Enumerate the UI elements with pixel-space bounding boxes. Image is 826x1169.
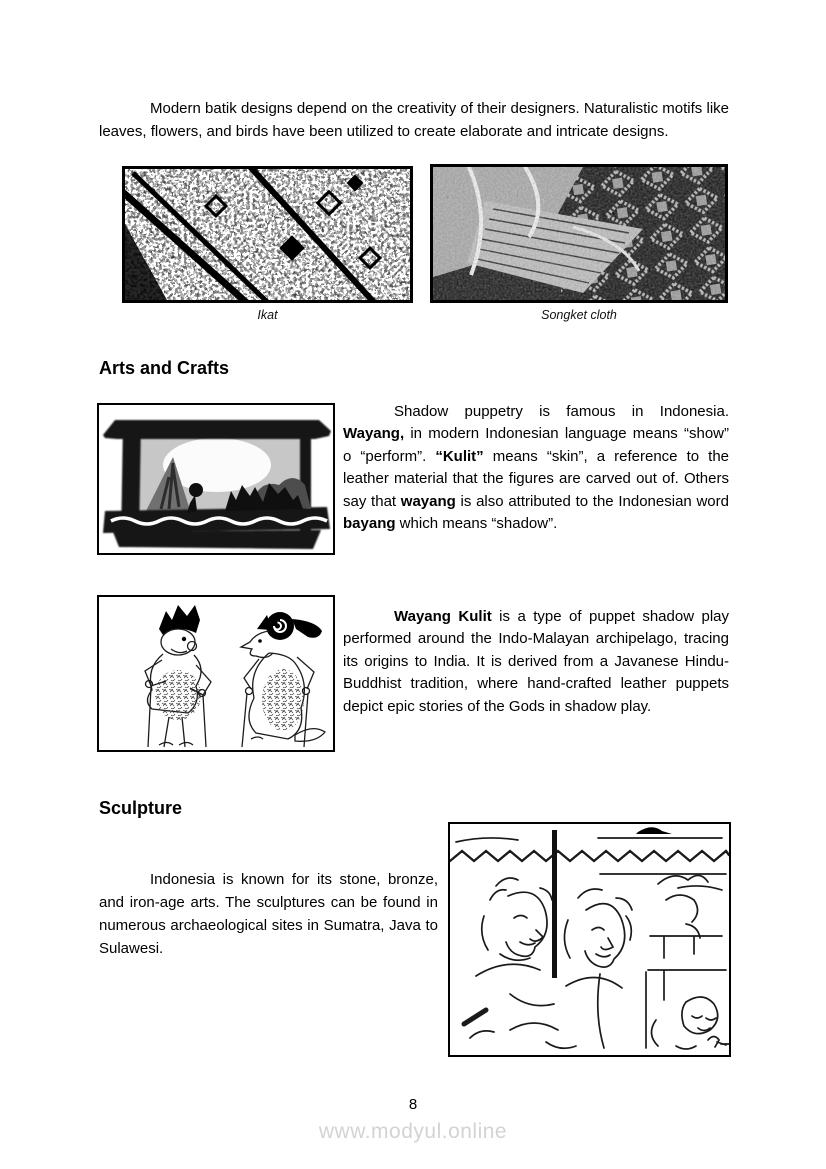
text-segment: which means “shadow”. (395, 515, 558, 533)
arts-and-crafts-heading: Arts and Crafts (99, 358, 230, 378)
text-segment: Shadow puppetry is famous in Indonesia. (394, 403, 729, 420)
shadow-theater-image (97, 403, 335, 555)
sculpture-relief-figure (448, 822, 731, 1057)
ikat-caption: Ikat (257, 308, 278, 322)
watermark: www.modyul.online (318, 1120, 508, 1143)
sculpture-heading: Sculpture (99, 798, 183, 818)
intro-paragraph-text: Modern batik designs depend on the creativity of their designers. Naturalistic motifs like leaves, flowers, and birds have been utilized to create elaborate and intricate designs. (99, 100, 729, 140)
sculpture-relief-image (448, 822, 731, 1057)
text-segment: means “skin”, a reference to the leather material that the figures are carved out of. Others say that (343, 447, 730, 510)
text-segment: in modern Indonesian language means “show” o “perform”. (343, 425, 729, 465)
songket-caption: Songket cloth (541, 308, 617, 322)
shadow-theater-figure (97, 403, 335, 555)
text-segment-bold: wayang (400, 492, 456, 510)
ikat-figure (122, 166, 413, 322)
intro-paragraph (99, 97, 729, 143)
wayang-puppets-figure (97, 595, 335, 752)
text-segment: is also attributed to the Indonesian word (455, 492, 729, 510)
songket-figure (430, 164, 728, 322)
sculpture-paragraph (99, 868, 438, 960)
sculpture-paragraph-text: Indonesia is known for its stone, bronze, and iron-age arts. The sculptures can be found in numerous archaeological sites in Sumatra, Java to Sulawesi. (99, 871, 438, 957)
text-segment-bold: “Kulit” (435, 447, 484, 465)
shadow-puppetry-paragraph (343, 401, 729, 535)
ikat-image (122, 166, 413, 303)
text-segment-bold: Wayang, (343, 425, 405, 443)
text-segment-bold: Wayang Kulit (394, 608, 492, 625)
wayang-puppets-image (97, 595, 335, 752)
songket-image (430, 164, 728, 303)
wayang-kulit-paragraph (343, 606, 729, 718)
page-number: 8 (408, 1096, 418, 1113)
text-segment: is a type of puppet shadow play performed around the Indo-Malayan archipelago, tracing its origins to India. It is derived from a Javanese Hindu-Buddhist tradition, where hand-crafted leather puppets depict epic stories of the Gods in shadow play. (343, 608, 729, 715)
text-segment-bold: bayang (343, 515, 396, 533)
